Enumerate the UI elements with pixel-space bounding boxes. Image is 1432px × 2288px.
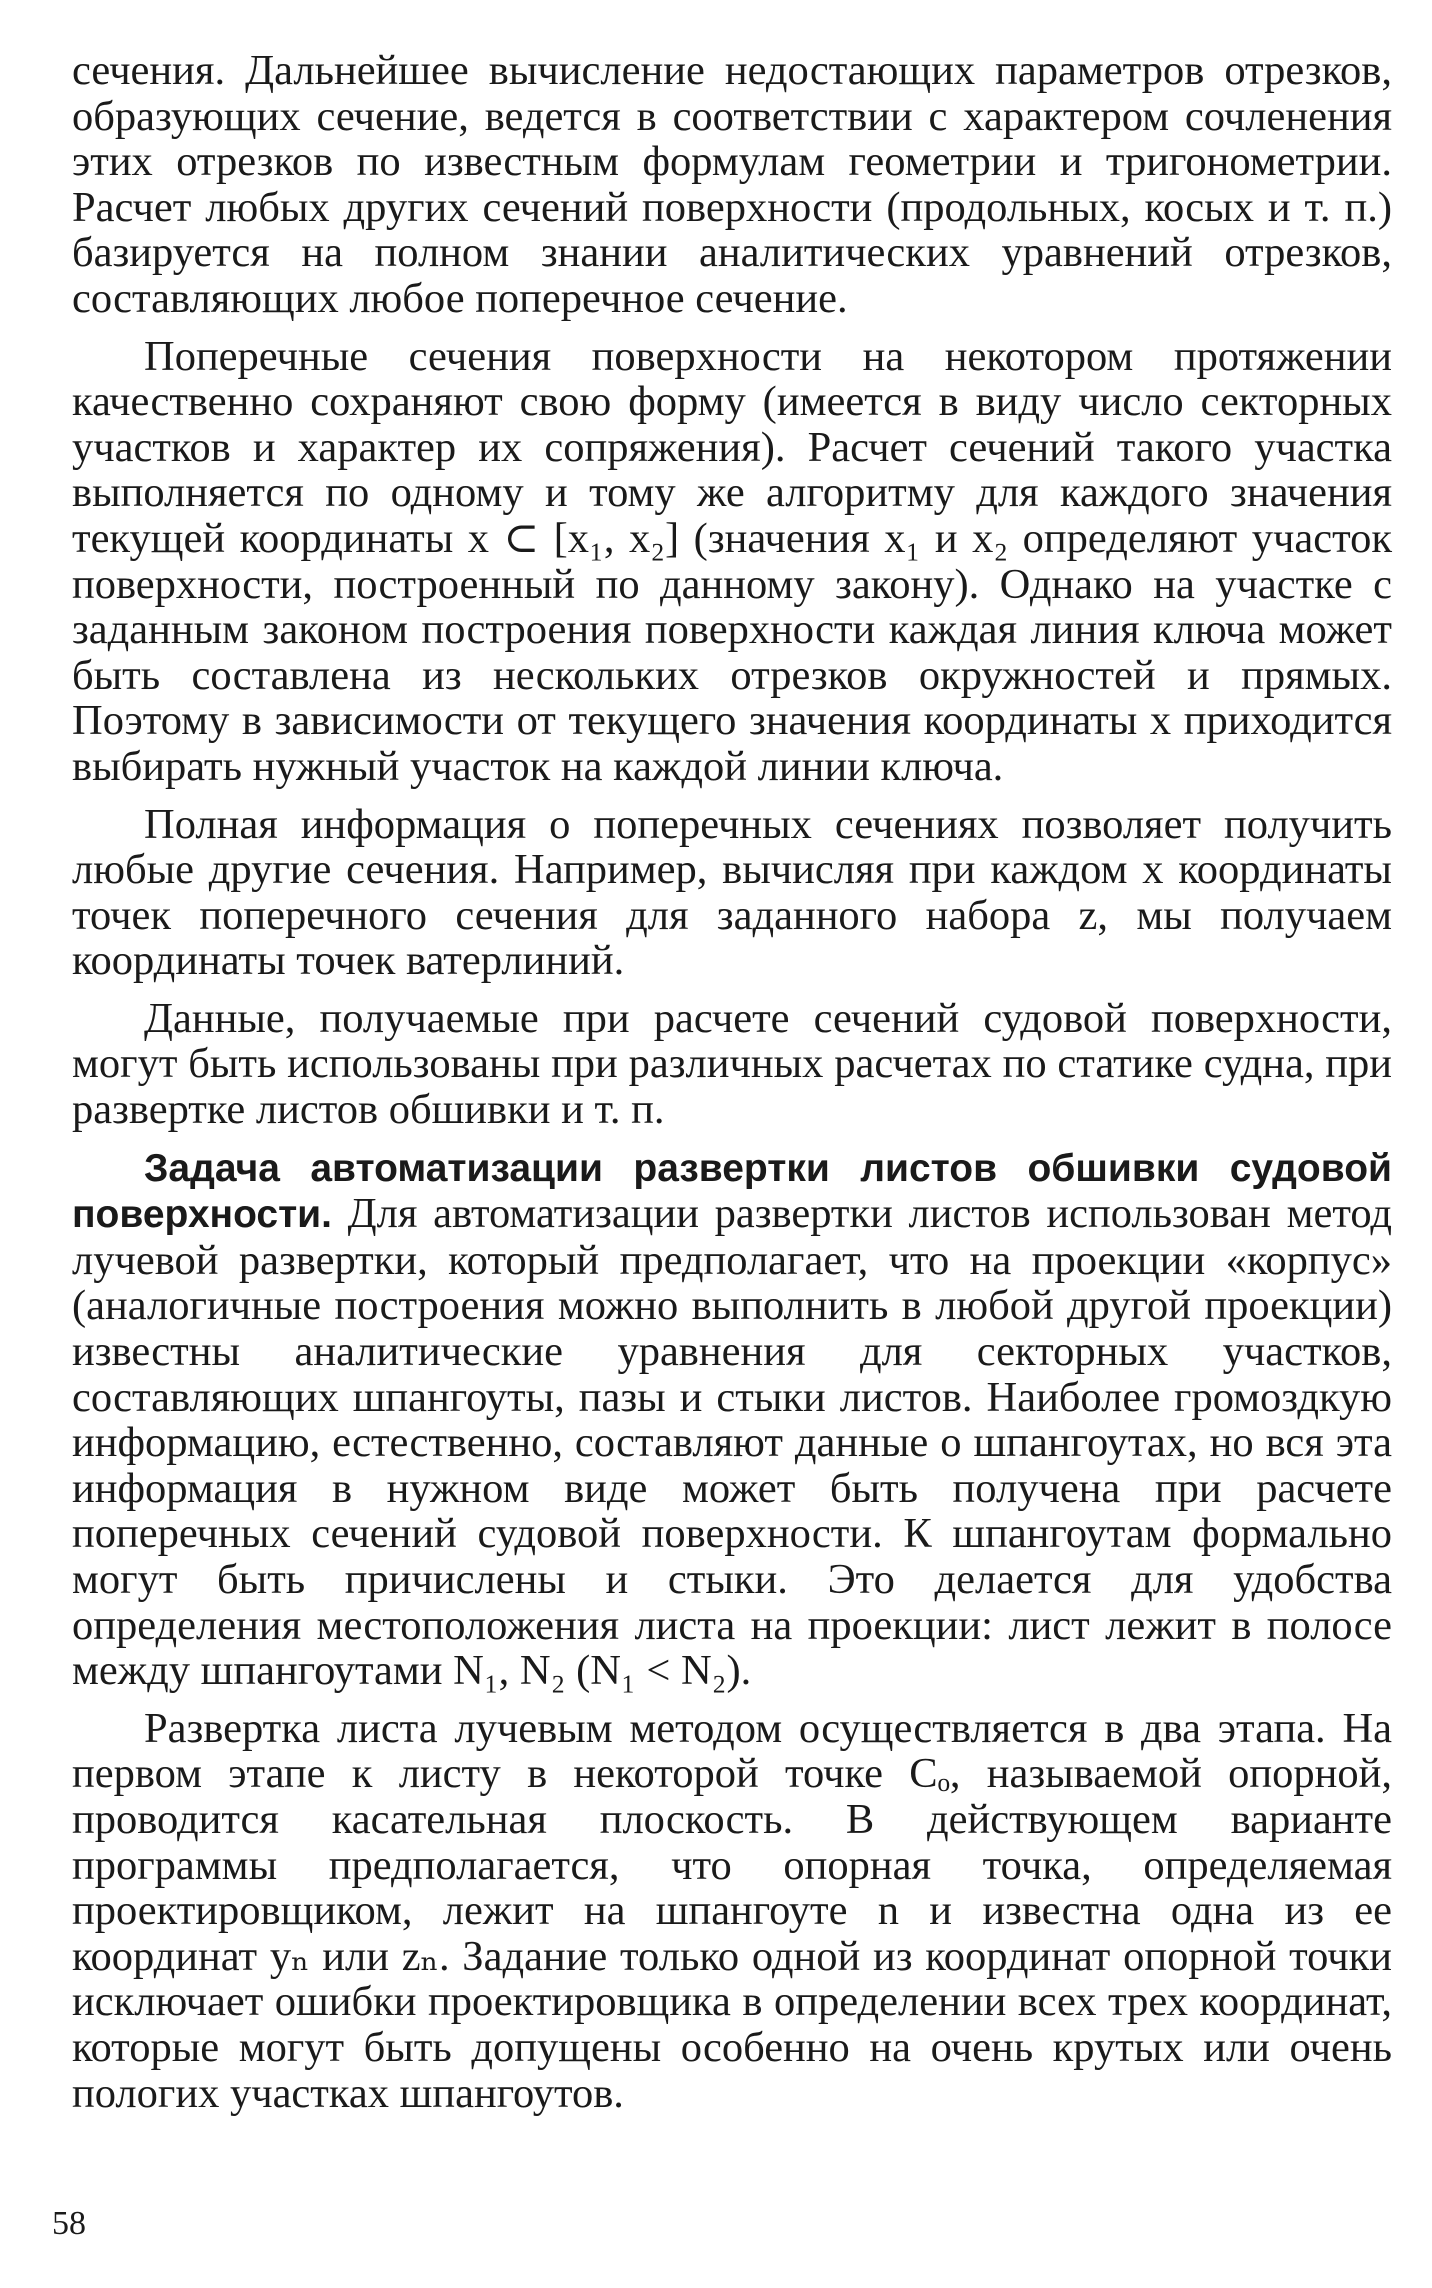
page-number: 58 xyxy=(52,2205,86,2242)
paragraph-1: сечения. Дальнейшее вычисление недостающих параметров отрезков, образующих сечение, ведется в соответствии с характером сочленения этих отрезков по известным формулам геометрии и тригонометрии. Расчет любых других сечений поверхности (продольных, косых и т. п.) базируется на полном знании аналитических уравнений отрезков, составляющих любое поперечное сечение. xyxy=(72,47,1392,322)
section-body: Для автоматизации развертки листов использован метод лучевой развертки, который предполагает, что на проекции «корпус» (аналогичные построения можно выполнить в любой другой проекции) известны аналитические уравнения для секторных участков, составляющих шпангоуты, пазы и стыки листов. Наиболее громоздкую информацию, естественно, составляют данные о шпангоутах, но вся эта информация в нужном виде может быть получена при расчете поперечных сечений судовой поверхности. К шпангоутам формально могут быть причислены и стыки. Это делается для удобства определения местоположения листа на проекции: лист лежит в полосе между шпангоутами N₁, N₂ (N₁ < N₂). xyxy=(72,1190,1392,1695)
page-text xyxy=(72,48,1392,2128)
paragraph-5 xyxy=(72,1145,1392,1694)
paragraph-6: Развертка листа лучевым методом осуществляется в два этапа. На первом этапе к листу в некоторой точке Cₒ, называемой опорной, проводится касательная плоскость. В действующем варианте программы предполагается, что опорная точка, определяемая проектировщиком, лежит на шпангоуте n и известна одна из ее координат yₙ или zₙ. Задание только одной из координат опорной точки исключает ошибки проектировщика в определении всех трех координат, которые могут быть допущены особенно на очень крутых или очень пологих участках шпангоутов. xyxy=(72,1704,1392,2117)
section-heading: Задача автоматизации развертки листов обшивки судовой поверхности. xyxy=(72,1146,1392,1237)
paragraph-2: Поперечные сечения поверхности на некотором протяжении качественно сохраняют свою форму (имеется в виду число секторных участков и характер их сопряжения). Расчет сечений такого участка выполняется по одному и тому же алгоритму для каждого значения текущей координаты x ⊂ [x₁, x₂] (значения x₁ и x₂ определяют участок поверхности, построенный по данному закону). Однако на участке с заданным законом построения поверхности каждая линия ключа может быть составлена из нескольких отрезков окружностей и прямых. Поэтому в зависимости от текущего значения координаты x приходится выбирать нужный участок на каждой линии ключа. xyxy=(72,332,1392,790)
paragraph-4: Данные, получаемые при расчете сечений судовой поверхности, могут быть использованы при различных расчетах по статике судна, при развертке листов обшивки и т. п. xyxy=(72,994,1392,1134)
paragraph-3: Полная информация о поперечных сечениях позволяет получить любые другие сечения. Например, вычисляя при каждом x координаты точек поперечного сечения для заданного набора z, мы получаем координаты точек ватерлиний. xyxy=(72,800,1392,985)
